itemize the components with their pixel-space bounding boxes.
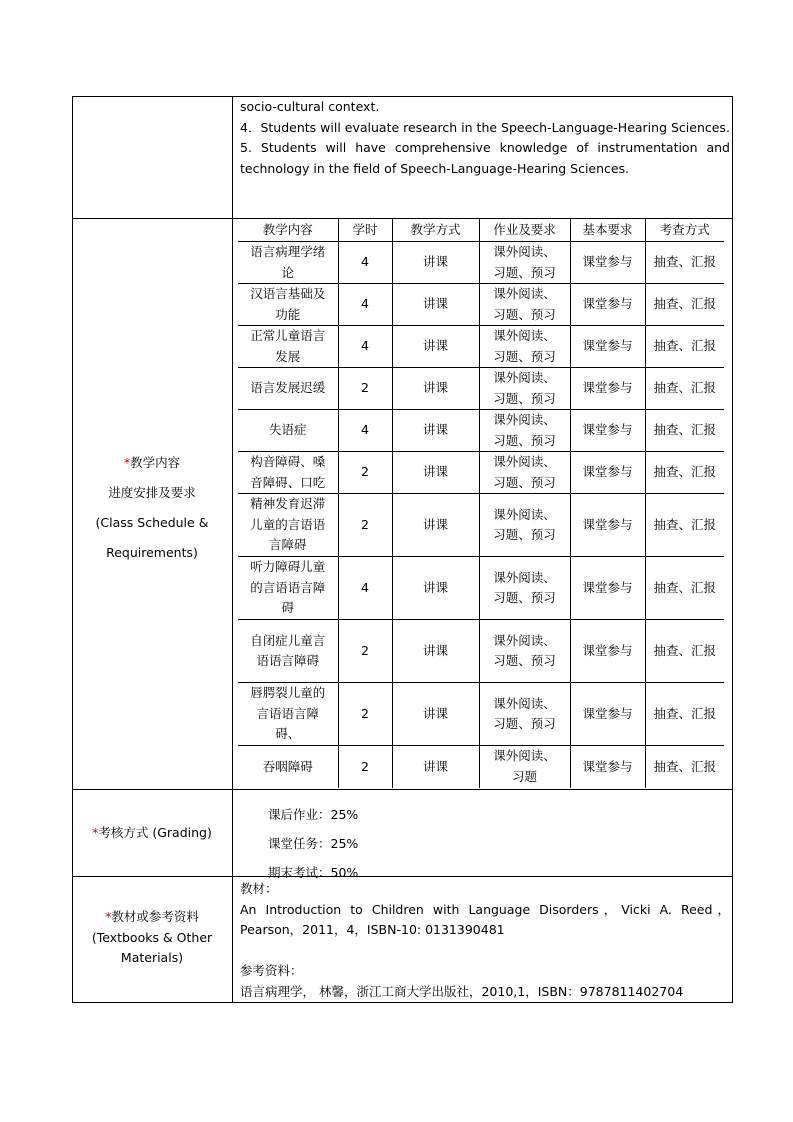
row-method: 讲课 (392, 557, 479, 620)
row-homework: 课外阅读、习题、预习 (479, 620, 570, 683)
row-homework: 课外阅读、习题、预习 (479, 494, 570, 557)
objective-line: socio-cultural context. (240, 99, 380, 114)
row-basic: 课堂参与 (570, 620, 645, 683)
row-hours: 4 (338, 557, 392, 620)
header-homework: 作业及要求 (479, 219, 570, 242)
schedule-row (238, 746, 724, 788)
grading-item: 课堂任务：25% (268, 836, 359, 851)
schedule-row (238, 284, 724, 326)
row-method: 讲课 (392, 242, 479, 284)
row-homework: 课外阅读、习题、预习 (479, 452, 570, 494)
row-homework: 课外阅读、习题、预习 (479, 326, 570, 368)
row-method: 讲课 (392, 284, 479, 326)
row-assessment: 抽查、汇报 (645, 494, 724, 557)
schedule-row (238, 557, 724, 620)
header-content: 教学内容 (238, 219, 338, 242)
row-homework: 课外阅读、习题、预习 (479, 284, 570, 326)
header-hours: 学时 (338, 219, 392, 242)
row-content: 吞咽障碍 (238, 746, 338, 788)
required-star: * (92, 825, 99, 840)
textbook-citation: An Introduction to Children with Language Disorders，Vicki A. Reed，Pearson，2011，4，ISBN-10: 0131390481 (240, 901, 730, 937)
row-assessment: 抽查、汇报 (645, 410, 724, 452)
row-divider (72, 876, 733, 877)
row-content: 唇腭裂儿童的言语语言障碍、 (238, 683, 338, 746)
header-method: 教学方式 (392, 219, 479, 242)
schedule-row (238, 494, 724, 557)
row-hours: 4 (338, 410, 392, 452)
row-basic: 课堂参与 (570, 284, 645, 326)
row-assessment: 抽查、汇报 (645, 557, 724, 620)
schedule-header-row (238, 219, 724, 242)
reference-heading: 参考资料： (240, 963, 303, 978)
schedule-label: *教学内容 进度安排及要求 (Class Schedule & Requirements) (95, 455, 209, 560)
row-method: 讲课 (392, 494, 479, 557)
schedule-table (238, 219, 724, 788)
row-hours: 4 (338, 284, 392, 326)
row-hours: 2 (338, 683, 392, 746)
row-content: 语言病理学绪论 (238, 242, 338, 284)
schedule-row (238, 683, 724, 746)
row-homework: 课外阅读、习题、预习 (479, 410, 570, 452)
schedule-row (238, 620, 724, 683)
row-method: 讲课 (392, 746, 479, 788)
row-homework: 课外阅读、习题、预习 (479, 683, 570, 746)
row-hours: 2 (338, 620, 392, 683)
schedule-row (238, 368, 724, 410)
row-basic: 课堂参与 (570, 326, 645, 368)
row-divider (72, 789, 733, 790)
row-basic: 课堂参与 (570, 557, 645, 620)
row-basic: 课堂参与 (570, 746, 645, 788)
schedule-row (238, 242, 724, 284)
textbooks-label: *教材或参考资料 (Textbooks & Other Materials) (91, 909, 213, 965)
grading-list (268, 800, 358, 887)
row-basic: 课堂参与 (570, 494, 645, 557)
row-basic: 课堂参与 (570, 368, 645, 410)
row-content: 构音障碍、嗓音障碍、口吃 (238, 452, 338, 494)
grading-item: 期末考试：50% (268, 865, 359, 880)
row-assessment: 抽查、汇报 (645, 620, 724, 683)
row-content: 自闭症儿童言语语言障碍 (238, 620, 338, 683)
required-star: * (105, 909, 112, 924)
schedule-row (238, 326, 724, 368)
column-divider (232, 96, 233, 1003)
textbook-heading: 教材： (240, 881, 278, 896)
row-basic: 课堂参与 (570, 242, 645, 284)
row-method: 讲课 (392, 368, 479, 410)
row-assessment: 抽查、汇报 (645, 452, 724, 494)
row-hours: 2 (338, 494, 392, 557)
row-hours: 4 (338, 326, 392, 368)
row-content: 汉语言基础及功能 (238, 284, 338, 326)
row-hours: 2 (338, 746, 392, 788)
row-homework: 课外阅读、习题、预习 (479, 368, 570, 410)
row-method: 讲课 (392, 683, 479, 746)
row-basic: 课堂参与 (570, 683, 645, 746)
row-hours: 2 (338, 452, 392, 494)
row-method: 讲课 (392, 452, 479, 494)
row-method: 讲课 (392, 620, 479, 683)
row-content: 精神发育迟滞儿童的言语语言障碍 (238, 494, 338, 557)
row-method: 讲课 (392, 326, 479, 368)
row-content: 语言发展迟缓 (238, 368, 338, 410)
row-basic: 课堂参与 (570, 452, 645, 494)
objective-line: 4．Students will evaluate research in the Speech-Language-Hearing Sciences. (240, 119, 730, 135)
row-homework: 课外阅读、习题 (479, 746, 570, 788)
schedule-row (238, 410, 724, 452)
row-assessment: 抽查、汇报 (653, 758, 716, 774)
schedule-row (238, 452, 724, 494)
row-assessment: 抽查、汇报 (645, 242, 724, 284)
row-assessment: 抽查、汇报 (645, 683, 724, 746)
row-assessment: 抽查、汇报 (645, 368, 724, 410)
row-hours: 2 (338, 368, 392, 410)
grading-item: 课后作业：25% (268, 807, 359, 822)
row-method: 讲课 (392, 410, 479, 452)
row-assessment: 抽查、汇报 (645, 284, 724, 326)
row-content: 正常儿童语言发展 (238, 326, 338, 368)
row-basic: 课堂参与 (570, 410, 645, 452)
row-assessment: 抽查、汇报 (645, 326, 724, 368)
row-hours: 4 (338, 242, 392, 284)
row-homework: 课外阅读、习题、预习 (479, 242, 570, 284)
row-homework: 课外阅读、习题、预习 (479, 557, 570, 620)
reference-citation: 语言病理学， 林馨，浙江工商大学出版社，2010,1，ISBN：9787811402704 (240, 983, 684, 999)
objective-line: 5. Students will have comprehensive knowledge of instrumentation and technology in the field of Speech-Language-Hearing Sciences. (240, 140, 730, 176)
header-assessment: 考查方式 (645, 219, 724, 242)
row-content: 失语症 (238, 410, 338, 452)
header-basic: 基本要求 (570, 219, 645, 242)
objectives-continued (240, 97, 730, 179)
row-content: 听力障碍儿童的言语语言障碍 (238, 557, 338, 620)
required-star: * (123, 455, 131, 470)
textbooks-content (240, 879, 730, 1002)
grading-label: *考核方式 (Grading) (92, 825, 212, 840)
